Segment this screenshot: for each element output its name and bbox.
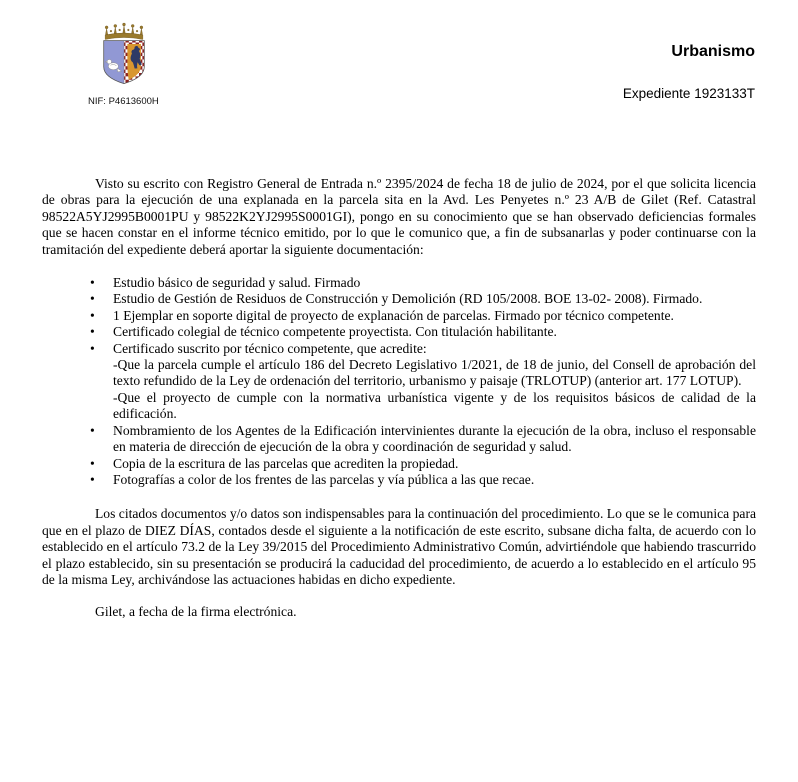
list-item xyxy=(42,291,756,307)
required-documents-list xyxy=(42,275,756,488)
list-item-text: Estudio básico de seguridad y salud. Firmado xyxy=(113,275,361,291)
nif-label: NIF: P4613600H xyxy=(88,96,159,107)
intro-paragraph: Visto su escrito con Registro General de Entrada n.º 2395/2024 de fecha 18 de julio de 2024, por el que solicita licencia de obras para la ejecución de una explanada en la parcela sita en la Avd. Les Penyetes n.º 23 A/B de Gilet (Ref. Catastral 98522A5YJ2995B0001PU y 98522K2YJ2995S0001GI), pongo en su conocimiento que se han observado deficiencias formales que se hacen constar en el informe técnico emitido, por lo que le comunico que, a fin de subsanarlas y poder continuarse con la tramitación del expediente deberá aportar la siguiente documentación: xyxy=(42,176,756,257)
list-subitem: -Que el proyecto de cumple con la normativa urbanística vigente y de los requisitos básicos de calidad de la edificación. xyxy=(113,389,756,422)
list-item-text: Certificado colegial de técnico competente proyectista. Con titulación habilitante. xyxy=(113,324,557,340)
list-item-text: Copia de la escritura de las parcelas que acrediten la propiedad. xyxy=(113,455,459,471)
list-item-text: Estudio de Gestión de Residuos de Construcción y Demolición (RD 105/2008. BOE 13-02- 2008). Firmado. xyxy=(113,291,703,307)
list-item xyxy=(42,308,756,324)
list-item xyxy=(42,423,756,456)
crown-shape xyxy=(105,23,143,39)
department-title: Urbanismo xyxy=(671,43,755,60)
document-body xyxy=(42,176,756,621)
expediente-number: Expediente 1923133T xyxy=(622,86,755,101)
list-item-text: Fotografías a color de los frentes de las parcelas y vía pública a las que recae. xyxy=(113,471,535,487)
logo-block xyxy=(88,22,168,107)
list-item xyxy=(42,341,756,423)
list-item xyxy=(42,456,756,472)
list-item-text: Nombramiento de los Agentes de la Edificación intervinientes durante la ejecución de la obra, incluso el responsable en materia de dirección de ejecución de la obra y coordinación de seguridad y salud. xyxy=(113,422,756,455)
header-right xyxy=(623,43,755,101)
closing-line: Gilet, a fecha de la firma electrónica. xyxy=(95,604,297,620)
list-item xyxy=(42,275,756,291)
legal-paragraph: Los citados documentos y/o datos son indispensables para la continuación del procedimiento. Lo que se le comunica para que en el plazo de DIEZ DÍAS, contados desde el siguiente a la notificación de este escrito, subsane dicha falta, de acuerdo con lo establecido en el artículo 73.2 de la Ley 39/2015 del Procedimiento Administrativo Común, advirtiéndole que habiendo trascurrido el plazo establecido, sin su presentación se producirá la caducidad del procedimiento, de acuerdo a lo establecido en el artículo 95 de la misma Ley, archivándose las actuaciones habidas en dicho expediente. xyxy=(42,506,756,587)
list-item xyxy=(42,472,756,488)
list-item xyxy=(42,324,756,340)
list-item-text: 1 Ejemplar en soporte digital de proyecto de explanación de parcelas. Firmado por técnico competente. xyxy=(113,307,674,323)
gilet-coat-of-arms-icon xyxy=(95,22,153,94)
list-subitem: -Que la parcela cumple el artículo 186 del Decreto Legislativo 1/2021, de 18 de junio, del Consell de aprobación del texto refundido de la Ley de ordenación del territorio, urbanismo y paisaje (TRLOTUP) (anterior art. 177 LOTUP). xyxy=(113,357,756,389)
list-item-text: Certificado suscrito por técnico competente, que acredite: xyxy=(113,340,427,356)
